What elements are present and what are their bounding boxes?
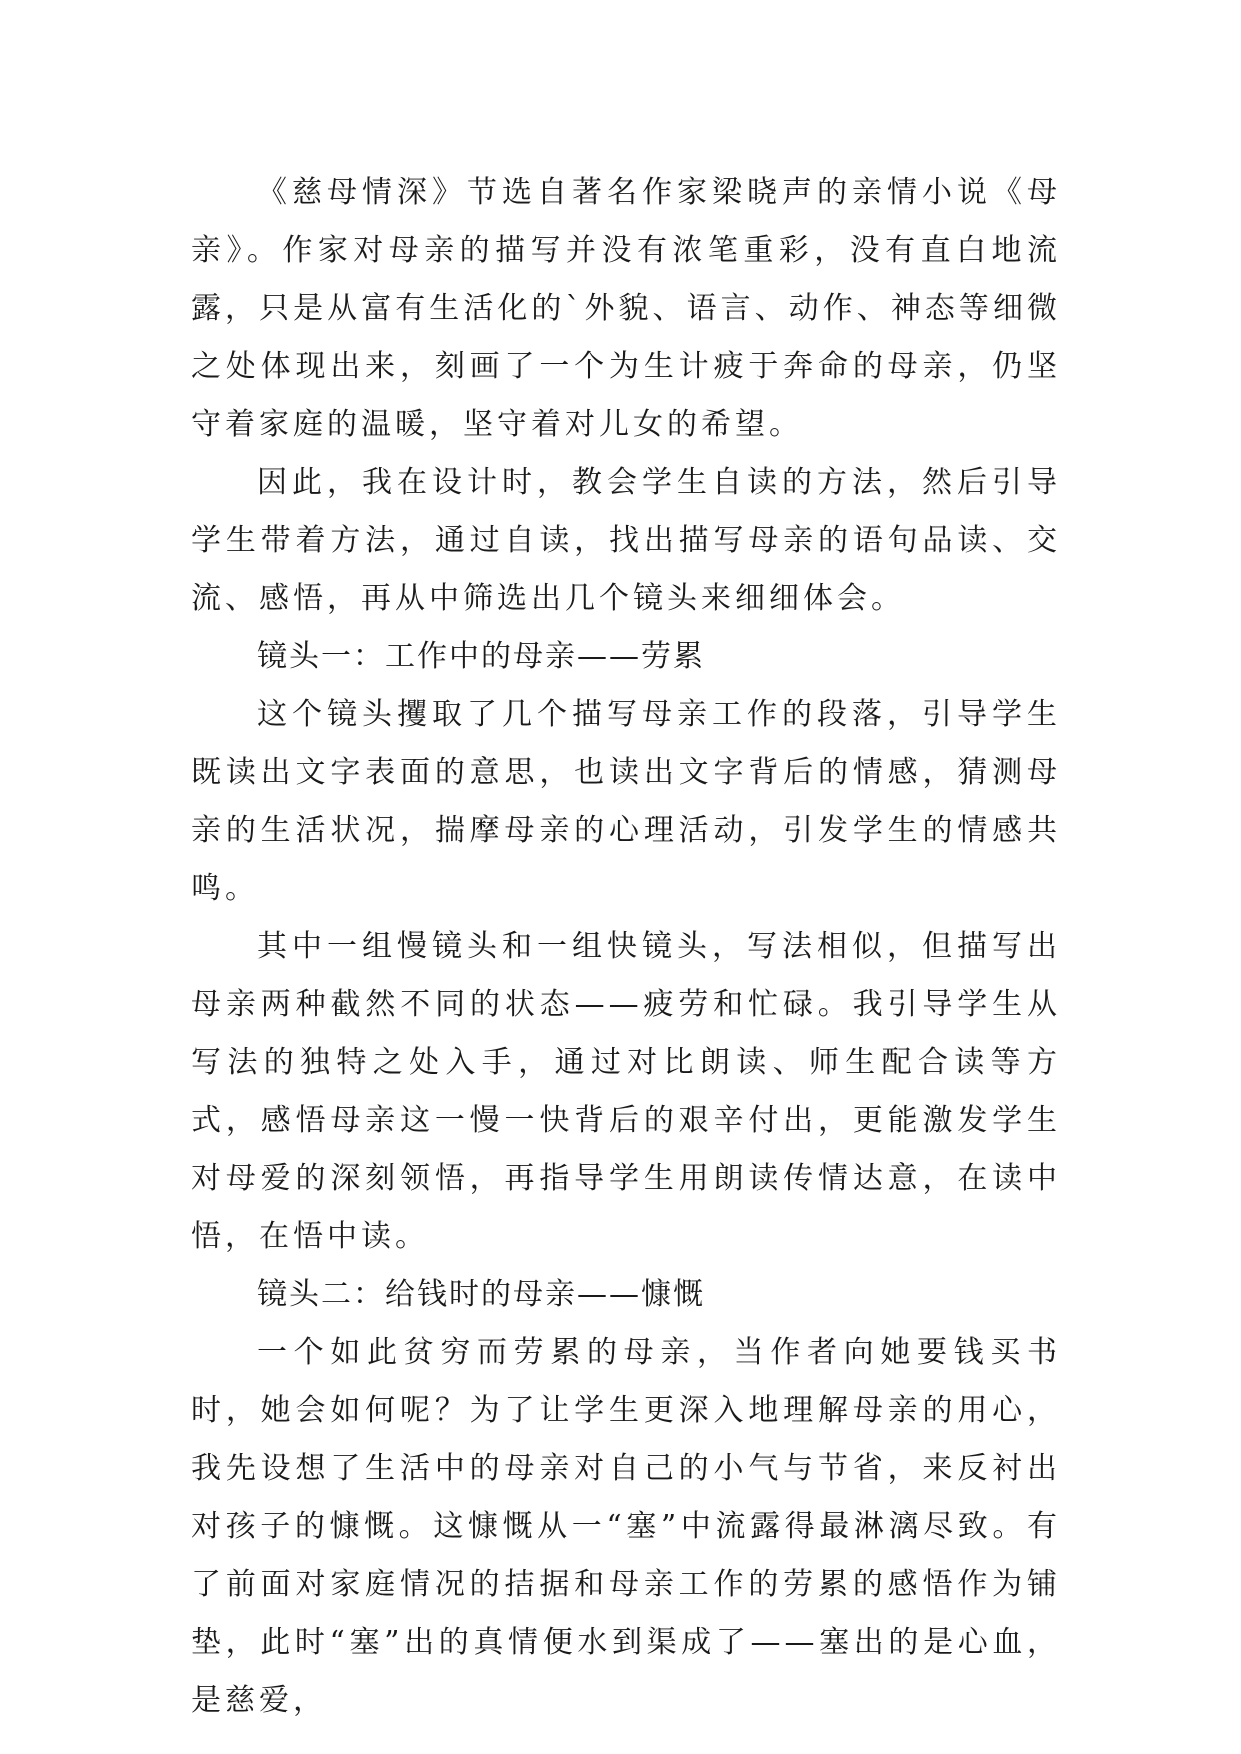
- heading-shot-two: 镜头二：给钱时的母亲——慷慨: [257, 1277, 705, 1312]
- paragraph-shot-two: 一个如此贫穷而劳累的母亲，当作者向她要钱买书时，她会如何呢？为了让学生更深入地理解母亲的用心，我先设想了生活中的母亲对自己的小气与节省，来反衬出对孩子的慷慨。这慷慨从一“塞”中流露得最淋漓尽致。有了前面对家庭情况的拮据和母亲工作的劳累的感悟作为铺垫，此时“塞”出的真情便水到渠成了——塞出的是心血，是慈爱，: [191, 1335, 1061, 1718]
- paragraph-design: 因此，我在设计时，教会学生自读的方法，然后引导学生带着方法，通过自读，找出描写母亲的语句品读、交流、感悟，再从中筛选出几个镜头来细细体会。: [191, 465, 1061, 616]
- heading-shot-one: 镜头一：工作中的母亲——劳累: [257, 639, 705, 674]
- paragraph-intro: 《慈母情深》节选自著名作家梁晓声的亲情小说《母亲》。作家对母亲的描写并没有浓笔重彩，没有直白地流露，只是从富有生活化的`外貌、语言、动作、神态等细微之处体现出来，刻画了一个为生计疲于奔命的母亲，仍坚守着家庭的温暖，坚守着对儿女的希望。: [191, 175, 1061, 442]
- paragraph-slow-fast: 其中一组慢镜头和一组快镜头，写法相似，但描写出母亲两种截然不同的状态——疲劳和忙碌。我引导学生从写法的独特之处入手，通过对比朗读、师生配合读等方式，感悟母亲这一慢一快背后的艰辛付出，更能激发学生对母爱的深刻领悟，再指导学生用朗读传情达意，在读中悟，在悟中读。: [191, 929, 1061, 1254]
- paragraph-shot-one: 这个镜头攫取了几个描写母亲工作的段落，引导学生既读出文字表面的意思，也读出文字背后的情感，猜测母亲的生活状况，揣摩母亲的心理活动，引发学生的情感共鸣。: [191, 697, 1061, 906]
- document-body: [191, 164, 1061, 1730]
